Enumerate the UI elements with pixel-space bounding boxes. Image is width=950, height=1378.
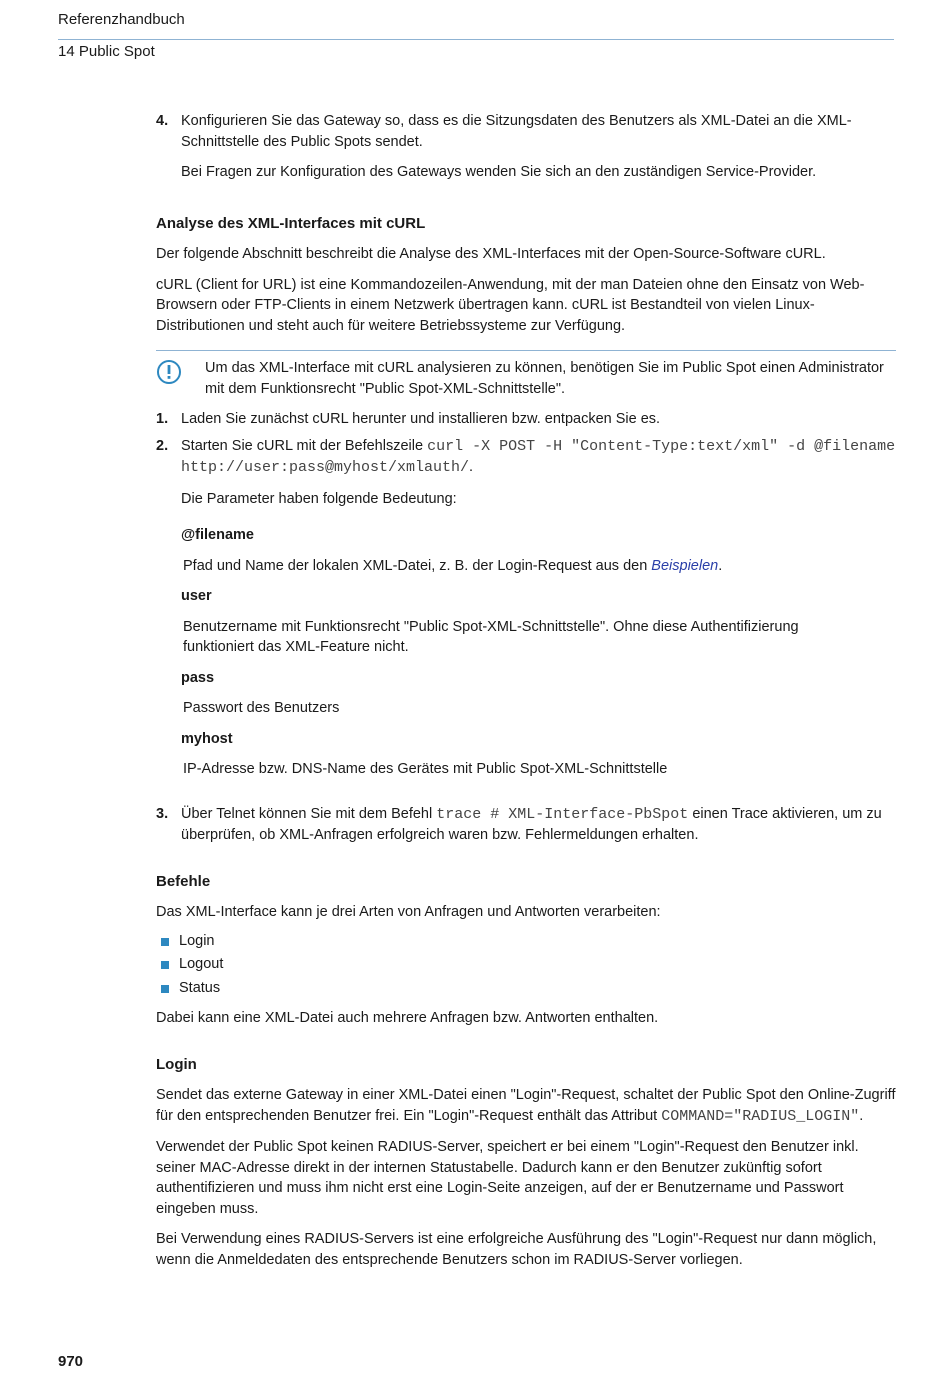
step-subtext: Bei Fragen zur Konfiguration des Gateways wenden Sie sich an den zuständigen Service-Provider. bbox=[181, 164, 817, 180]
page-content bbox=[156, 111, 896, 1270]
step-text bbox=[181, 436, 896, 479]
command-list bbox=[156, 930, 896, 1001]
section-heading-analysis: Analyse des XML-Interfaces mit cURL bbox=[156, 214, 426, 232]
running-header-chapter: 14 Public Spot bbox=[58, 43, 155, 60]
list-item-text: Status bbox=[179, 979, 221, 996]
paragraph: Das XML-Interface kann je drei Arten von Anfragen und Antworten verarbeiten: bbox=[156, 904, 661, 920]
list-item bbox=[156, 930, 896, 954]
step-1 bbox=[156, 409, 896, 430]
param-term-myhost: myhost bbox=[181, 730, 233, 747]
param-def-text: Pfad und Name der lokalen XML-Datei, z. B. der Login-Request aus den bbox=[183, 557, 652, 574]
step-text: Konfigurieren Sie das Gateway so, dass es die Sitzungsdaten des Benutzers als XML-Datei an die XML-Schnittstelle des Public Spots sendet. bbox=[181, 113, 852, 150]
list-item bbox=[156, 953, 896, 977]
page-number: 970 bbox=[58, 1353, 84, 1370]
command-attribute: COMMAND="RADIUS_LOGIN" bbox=[661, 1107, 860, 1125]
step-text-post: . bbox=[469, 459, 474, 475]
step-4 bbox=[156, 111, 896, 183]
paragraph-text: Sendet das externe Gateway in einer XML-Datei einen "Login"-Request, schaltet der Public Spot den Online-Zugriff für den entsprechenden Benutzer frei. Ein "Login"-Request enthält das Attribut bbox=[156, 1087, 896, 1124]
param-def-myhost: IP-Adresse bzw. DNS-Name des Gerätes mit Public Spot-XML-Schnittstelle bbox=[183, 761, 668, 777]
step-number: 3. bbox=[156, 805, 169, 822]
paragraph: Dabei kann eine XML-Datei auch mehrere Anfragen bzw. Antworten enthalten. bbox=[156, 1010, 659, 1026]
step-text: Laden Sie zunächst cURL herunter und installieren bzw. entpacken Sie es. bbox=[181, 411, 661, 427]
parameter-list bbox=[156, 525, 896, 780]
paragraph: Bei Verwendung eines RADIUS-Servers ist eine erfolgreiche Ausführung des "Login"-Request nur dann möglich, wenn die Anmeldedaten des entsprechende Benutzers schon im RADIUS-Server vorliegen. bbox=[156, 1231, 877, 1268]
curl-command: curl -X POST -H "Content-Type:text/xml" -d @filename http://user:pass@myhost/xmlauth/ bbox=[181, 437, 896, 476]
step-text bbox=[181, 804, 896, 846]
param-def-filename bbox=[156, 556, 896, 577]
note-box bbox=[156, 350, 896, 399]
param-def-user: Benutzername mit Funktionsrecht "Public Spot-XML-Schnittstelle". Ohne diese Authentifizierung funktioniert das XML-Feature nicht. bbox=[183, 618, 799, 655]
list-item-text: Login bbox=[179, 932, 215, 949]
step-number: 4. bbox=[156, 113, 169, 129]
paragraph: Der folgende Abschnitt beschreibt die Analyse des XML-Interfaces mit der Open-Source-Software cURL. bbox=[156, 246, 826, 262]
param-term-user: user bbox=[181, 588, 212, 604]
bullet-square-icon bbox=[161, 938, 169, 946]
param-term-pass: pass bbox=[181, 669, 215, 686]
step-text-post: einen Trace aktivieren, um zu überprüfen, ob XML-Anfragen erfolgreich waren bzw. Fehlermeldungen erhalten. bbox=[181, 805, 882, 843]
beispielen-link[interactable]: Beispielen bbox=[651, 557, 719, 574]
step-3 bbox=[156, 804, 896, 846]
paragraph bbox=[156, 1085, 896, 1127]
step-2 bbox=[156, 436, 896, 510]
param-def-text: . bbox=[718, 557, 723, 574]
step-text-pre: Starten Sie cURL mit der Befehlszeile bbox=[181, 437, 428, 454]
bullet-square-icon bbox=[161, 961, 169, 969]
header-divider bbox=[58, 39, 894, 40]
bullet-square-icon bbox=[161, 985, 169, 993]
section-heading-login: Login bbox=[156, 1055, 197, 1073]
note-text: Um das XML-Interface mit cURL analysieren zu können, benötigen Sie im Public Spot einen Administrator mit dem Funktionsrecht "Public Spot-XML-Schnittstelle". bbox=[205, 360, 884, 397]
step-number: 1. bbox=[156, 411, 169, 427]
list-item bbox=[156, 977, 896, 1001]
param-term-filename: @filename bbox=[181, 527, 254, 543]
paragraph: cURL (Client for URL) ist eine Kommandozeilen-Anwendung, mit der man Dateien ohne den Einsatz von Web-Browsern oder FTP-Clients in einem Netzwerk übertragen kann. cURL ist Bestandteil von vielen Linux-Distributionen und steht auch für weitere Betriebssysteme zur Verfügung. bbox=[156, 276, 865, 334]
section-heading-befehle: Befehle bbox=[156, 872, 211, 890]
param-def-pass: Passwort des Benutzers bbox=[183, 700, 340, 716]
exclamation-circle-icon bbox=[156, 359, 182, 385]
step-number: 2. bbox=[156, 437, 169, 454]
paragraph-text: . bbox=[859, 1107, 864, 1124]
running-header-title: Referenzhandbuch bbox=[58, 11, 185, 28]
step-text-pre: Über Telnet können Sie mit dem Befehl bbox=[181, 805, 437, 822]
params-intro: Die Parameter haben folgende Bedeutung: bbox=[181, 490, 457, 507]
list-item-text: Logout bbox=[179, 956, 224, 972]
trace-command: trace # XML-Interface-PbSpot bbox=[436, 805, 689, 823]
paragraph: Verwendet der Public Spot keinen RADIUS-Server, speichert er bei einem "Login"-Request den Benutzer inkl. seiner MAC-Adresse direkt in der internen Statustabelle. Dadurch kann er den Benutzer zukünftig sofort authentifizieren und muss ihm nicht erst eine Login-Seite anzeigen, auf der er Benutzername und Passwort eingeben muss. bbox=[156, 1139, 859, 1217]
